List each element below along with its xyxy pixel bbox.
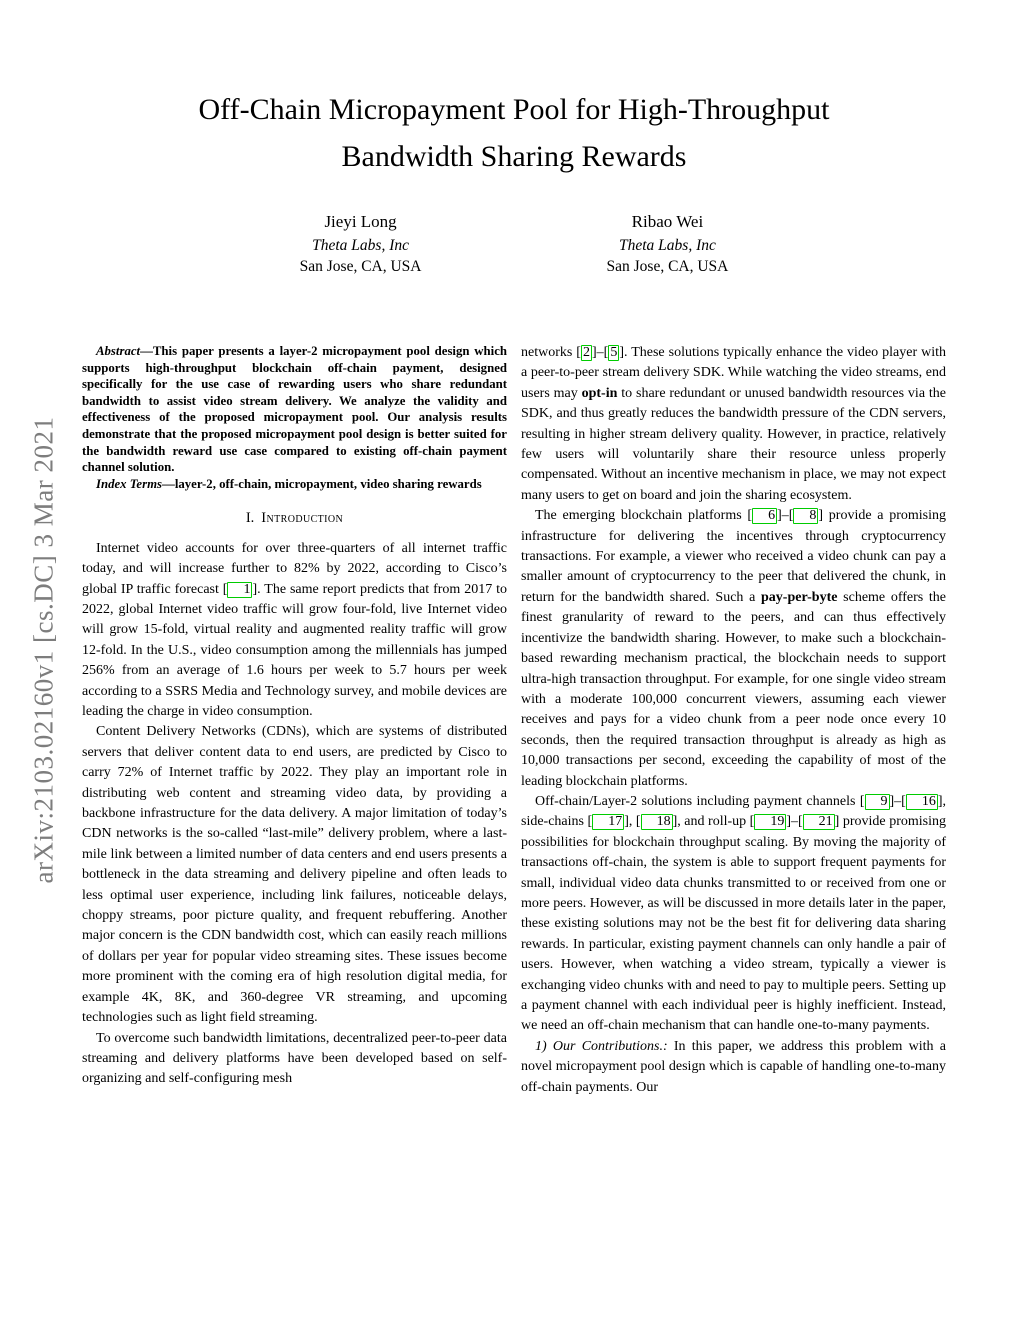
authors-row: [82, 211, 946, 277]
index-terms-paragraph: [82, 476, 507, 493]
citation-link[interactable]: 8: [793, 508, 818, 524]
paragraph: 1) Our Contributions.: In this paper, we address this problem with a novel micropayment pool design which is capable of handling one-to-many off-chain payments. Our: [521, 1038, 946, 1095]
index-terms-label: Index Terms: [96, 476, 163, 491]
author-location: San Jose, CA, USA: [299, 258, 422, 275]
citation-link[interactable]: 9: [865, 794, 890, 810]
abstract-paragraph: [82, 343, 507, 476]
abstract-label: Abstract: [96, 344, 141, 358]
author-affiliation: Theta Labs, Inc: [312, 237, 409, 254]
author-name: Jieyi Long: [324, 212, 397, 231]
author-name: Ribao Wei: [631, 212, 704, 231]
citation-link[interactable]: 19: [754, 814, 786, 830]
paper-title-line-2: Bandwidth Sharing Rewards: [341, 140, 687, 173]
paper-body: [82, 0, 946, 1098]
citation-link[interactable]: 6: [752, 508, 777, 524]
author-affiliation: Theta Labs, Inc: [618, 237, 716, 254]
citation-link[interactable]: 5: [610, 345, 618, 360]
paper-title: [82, 86, 946, 180]
left-column-paragraphs: [82, 539, 507, 1090]
abstract-text: —This paper presents a layer-2 micropayment pool design which supports high-throughput blockchain off-chain payment, designed specifically for the use case of rewarding users who share redundant bandwidth to assist video stream delivery. We analyze the validity and effectiveness of the proposed micropayment pool. Our analysis results demonstrate that the proposed micropayment pool design is better suited for the bandwidth reward use case compared to existing off-chain payment channel solution.: [82, 344, 507, 475]
paragraph: Content Delivery Networks (CDNs), which are systems of distributed servers that deliver content data to end users, are predicted by Cisco to carry 72% of Internet traffic by 2022. They play an important role in distributing web content and streaming video data, by providing a backbone infrastructure for the data delivery. A major limitation of today’s CDN networks is the so-called “last-mile” delivery problem, where a last-mile link between a limited number of data centers and end users presents a bottleneck in the data streaming and delivery pipeline and often leads to less optimal user experience, including link failures, noticeable delays, choppy streams, poor picture quality, and frequent rebuffering. Another major concern is the CDN bandwidth cost, which can easily reach millions of dollars per year for popular video streaming sites. These issues become more prominent with the coming era of high resolution digital media, for example 4K, 8K, and 360-degree VR streaming, and upcoming technologies such as light field streaming.: [82, 724, 507, 1026]
arxiv-stamp: arXiv:2103.02160v1 [cs.DC] 3 Mar 2021: [28, 416, 59, 884]
citation-link[interactable]: 2: [582, 345, 590, 360]
section-heading-introduction: [82, 508, 507, 528]
paragraph: Off-chain/Layer-2 solutions including payment channels [ 9 ]–[ 16 ], side-chains [ 17 ], [ 18 ], and roll-up [ 19 ]–[ 21 ] provide promising possibilities for blockchain throughput scaling. By moving the majority of transactions off-chain, the system is able to support frequent payments for small, individual video data chunks transmitted to or received from one or more peers. However, as will be discussed in more details later in the paper, these existing solutions may not be the best fit for delivering data sharing rewards. In particular, existing payment channels can only handle a pair of users. However, when watching a video stream, typically a viewer is exchanging video chunks with and need to pay to multiple peers. Setting up a payment channel with each individual peer is highly inefficient. Instead, we need an off-chain mechanism that can handle one-to-many payments.: [521, 793, 946, 1034]
section-title: Introduction: [261, 510, 344, 527]
left-column: [82, 343, 507, 1098]
paragraph: Internet video accounts for over three-quarters of all internet traffic today, and will increase further to 82% by 2022, according to Cisco’s global IP traffic forecast [ 1 ]. The same report predicts that from 2017 to 2022, global Internet video traffic will grow four-fold, live Internet video will grow 15-fold, virtual reality and augmented reality traffic will grow 12-fold. In the U.S., video consumption among the millennials has jumped 256% from an average of 1.6 hours per week to 5.7 hours per week according to a SSRS Media and Technology survey, and mobile devices are leading the charge in video consumption.: [82, 540, 507, 719]
section-number: I.: [245, 510, 255, 527]
author-location: San Jose, CA, USA: [606, 258, 729, 275]
citation-link[interactable]: 16: [906, 794, 938, 810]
citation-link[interactable]: 21: [803, 814, 835, 830]
citation-link[interactable]: 17: [592, 814, 624, 830]
abstract-index-block: [82, 343, 507, 492]
index-terms-text: —layer-2, off-chain, micropayment, video sharing rewards: [162, 476, 482, 491]
citation-link[interactable]: 18: [641, 814, 673, 830]
paragraph: To overcome such bandwidth limitations, decentralized peer-to-peer data streaming and delivery platforms have been developed based on self-organizing and self-configuring mesh: [82, 1030, 507, 1087]
paragraph: networks [ 2 ]–[ 5 ]. These solutions typically enhance the video player with a peer-to-peer stream delivery SDK. While watching the video streams, end users may opt-in to share redundant or unused bandwidth resources via the SDK, and thus greatly reduces the bandwidth pressure of the CDN servers, resulting in higher stream delivery quality. However, in practice, relatively few users will voluntarily share their resource unless properly compensated. Without an incentive mechanism in place, we may not expect many users to get on board and join the sharing ecosystem.: [521, 345, 946, 503]
author-block-2: [607, 211, 729, 277]
two-column-text: [82, 343, 946, 1098]
citation-link[interactable]: 1: [227, 582, 252, 598]
paper-title-line-1: Off-Chain Micropayment Pool for High-Throughput: [198, 93, 830, 126]
author-block-1: [300, 211, 422, 277]
right-column-paragraphs: [521, 343, 946, 1098]
right-column: [521, 343, 946, 1098]
paragraph: The emerging blockchain platforms [ 6 ]–[ 8 ] provide a promising infrastructure for delivering the incentives through cryptocurrency transactions. For example, a viewer who received a video chunk can pay a smaller amount of cryptocurrency to the peer that delivered the chunk, in return for the bandwidth shared. Such a pay-per-byte scheme offers the finest granularity of reward to the peers, and can thus effectively incentivize the bandwidth sharing. However, to make such a blockchain-based rewarding mechanism practical, the blockchain needs to support ultra-high transaction throughput. For example, for one single video stream with a moderate 100,000 concurrent viewers, assuming each viewer receives and pays for a video chunk from a peer node once every 10 seconds, then the required transaction throughput is already as high as 10,000 transactions per second, exceeding the capability of most of the leading blockchain platforms.: [521, 508, 947, 789]
